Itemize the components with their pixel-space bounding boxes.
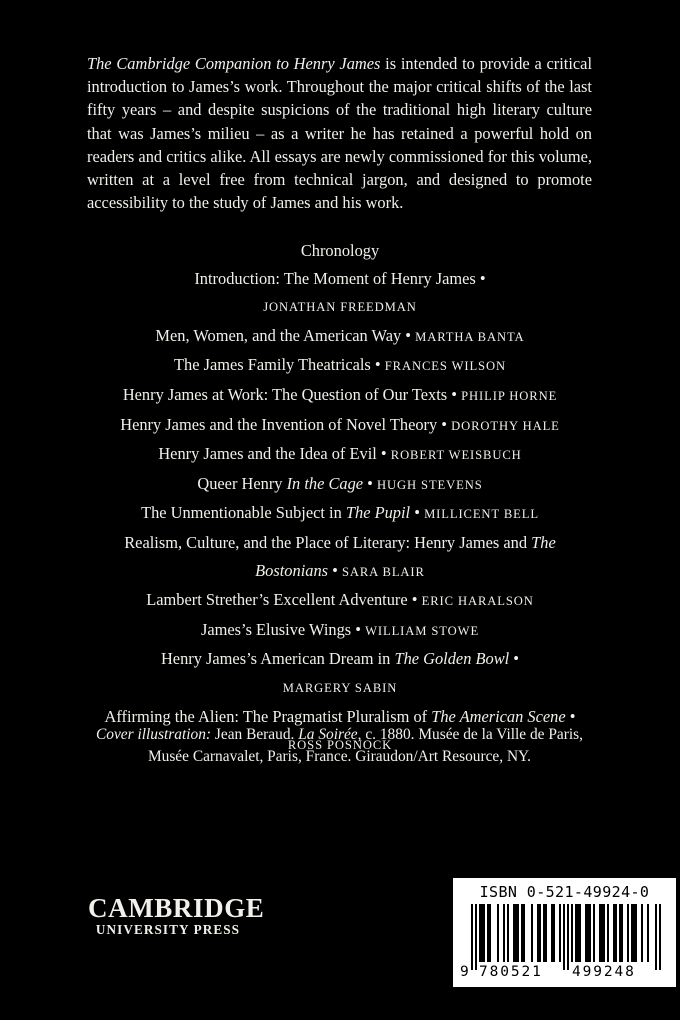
barcode-bar	[647, 904, 649, 962]
contents-entry: Introduction: The Moment of Henry James •	[194, 268, 486, 288]
barcode-bar	[559, 904, 561, 962]
barcode-bar	[523, 904, 525, 962]
barcode-bar	[479, 904, 481, 962]
contents-entry: Henry James at Work: The Question of Our Texts • PHILIP HORNE	[122, 384, 558, 404]
contents-author: DOROTHY HALE	[451, 418, 560, 433]
contents-author: ROBERT WEISBUCH	[390, 448, 522, 463]
contents-author: MARGERY SABIN	[282, 680, 398, 695]
contents-entry: Men, Women, and the American Way • MARTHA BANTA	[155, 325, 525, 345]
barcode-bar	[607, 904, 609, 962]
contents-entry: The James Family Theatricals • FRANCES WILSON	[174, 355, 506, 375]
barcode-bar	[601, 904, 603, 962]
barcode-bar	[599, 904, 601, 962]
barcode-bar	[487, 904, 489, 962]
barcode-bar	[483, 904, 485, 962]
barcode-bar	[517, 904, 519, 962]
barcode-bar	[503, 904, 505, 962]
contents-entry: Henry James and the Idea of Evil • ROBERT WEISBUCH	[158, 444, 522, 464]
barcode-bar	[603, 904, 605, 962]
isbn-barcode-box	[453, 878, 676, 987]
barcode-bar	[659, 904, 661, 970]
contents-author: MILLICENT BELL	[424, 507, 539, 522]
barcode-bar	[615, 904, 617, 962]
isbn-label: ISBN 0-521-49924-0	[479, 883, 650, 901]
contents-author: MARTHA BANTA	[415, 329, 525, 344]
barcode-bar	[621, 904, 623, 962]
barcode-bar	[633, 904, 635, 962]
barcode-bar	[619, 904, 621, 962]
contents-entry: Affirming the Alien: The Pragmatist Pluralism of The American Scene •	[104, 706, 576, 726]
barcode-bar	[543, 904, 545, 962]
barcode-bar	[655, 904, 657, 970]
barcode-bar	[497, 904, 499, 962]
barcode-bar	[577, 904, 579, 962]
barcode-bar	[531, 904, 533, 962]
cover-credit: Cover illustration: Jean Beraud. La Soirée, c. 1880. Musée de la Ville de Paris, Musée Carnavalet, Paris, France. Giraudon/Art Resource, NY.	[96, 726, 583, 766]
barcode-bar	[635, 904, 637, 962]
publisher-name: CAMBRIDGE	[88, 893, 265, 923]
barcode-bar	[545, 904, 547, 962]
contents-author: PHILIP HORNE	[461, 388, 558, 403]
ean-left-group: 780521	[479, 964, 543, 980]
barcode-bar	[481, 904, 483, 962]
contents-list	[60, 237, 620, 760]
barcode-bar	[571, 904, 573, 962]
barcode-bar	[641, 904, 643, 962]
contents-author: FRANCES WILSON	[384, 359, 506, 374]
contents-author: SARA BLAIR	[341, 564, 425, 579]
contents-entry-continued: Bostonians • SARA BLAIR	[255, 560, 425, 580]
barcode-bar	[537, 904, 539, 962]
barcode-bar	[471, 904, 473, 970]
barcode-bar	[521, 904, 523, 962]
barcode-bar	[489, 904, 491, 962]
contents-entry: Lambert Strether’s Excellent Adventure • ERIC HARALSON	[146, 590, 534, 610]
barcode-bar	[613, 904, 615, 962]
ean-right-group: 499248	[572, 964, 636, 980]
contents-author: ROSS POSNOCK	[287, 738, 393, 753]
barcode-bar	[539, 904, 541, 962]
contents-entry: Henry James and the Invention of Novel Theory • DOROTHY HALE	[120, 414, 560, 434]
barcode-bar	[563, 904, 565, 970]
publisher-logo	[88, 893, 265, 938]
chronology-entry: Chronology	[300, 241, 380, 260]
barcode-bar	[507, 904, 509, 962]
barcode-bar	[579, 904, 581, 962]
publisher-subtitle: UNIVERSITY PRESS	[95, 922, 241, 937]
barcode-bar	[589, 904, 591, 962]
contents-entry: Henry James’s American Dream in The Golden Bowl •	[160, 649, 520, 669]
ean-first-digit: 9	[460, 964, 469, 980]
description-blurb	[87, 52, 592, 214]
contents-author: JONATHAN FREEDMAN	[263, 300, 417, 315]
barcode-bar	[475, 904, 477, 970]
book-title: The Cambridge Companion to Henry James	[87, 54, 381, 73]
barcode-bar	[575, 904, 577, 962]
contents-entry: Realism, Culture, and the Place of Literary: Henry James and The	[124, 532, 556, 552]
contents-entry: The Unmentionable Subject in The Pupil • MILLICENT BELL	[141, 503, 539, 523]
contents-entry: Queer Henry In the Cage • HUGH STEVENS	[197, 473, 483, 493]
ean-digits	[453, 964, 676, 984]
contents-author: WILLIAM STOWE	[365, 623, 480, 638]
contents-author: ERIC HARALSON	[421, 594, 534, 609]
barcode-bar	[593, 904, 595, 962]
barcode-bar	[513, 904, 515, 962]
barcode-bar	[567, 904, 569, 970]
contents-entry: James’s Elusive Wings • WILLIAM STOWE	[200, 619, 480, 639]
contents-author: HUGH STEVENS	[377, 477, 483, 492]
barcode-bar	[553, 904, 555, 962]
barcode-bar	[585, 904, 587, 962]
barcode-bar	[627, 904, 629, 962]
blurb-text: is intended to provide a critical introduction to James’s work. Throughout the major critical shifts of the last fifty years – and despite suspicions of the traditional high literary culture that was James’s milieu – as a writer he has retained a powerful hold on readers and critics alike. All essays are newly commissioned for this volume, written at a level free from technical jargon, and designed to promote accessibility to the study of James and his work.	[87, 54, 592, 213]
barcode-bar	[551, 904, 553, 962]
barcode-bar	[631, 904, 633, 962]
barcode-bar	[587, 904, 589, 962]
barcode-bar	[515, 904, 517, 962]
